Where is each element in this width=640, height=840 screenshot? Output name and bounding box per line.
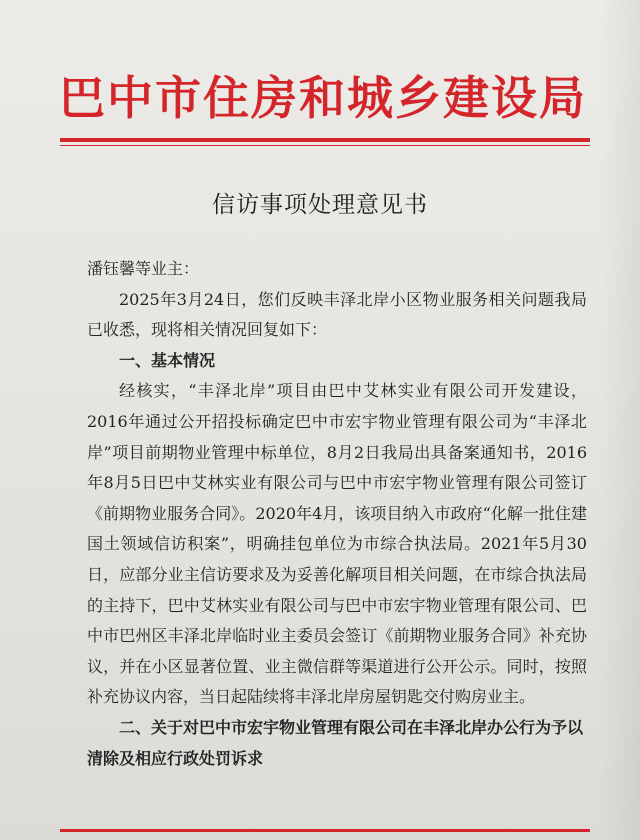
section-heading-1: 一、基本情况	[119, 350, 216, 370]
document-body	[87, 254, 587, 774]
paragraph-basic-info: 经核实，“丰泽北岸”项目由巴中艾林实业有限公司开发建设，2016年通过公开招投标确定巴中市宏宇物业管理有限公司为“丰泽北岸”项目前期物业管理中标单位，8月2日我局出具备案通知书，2016年8月5日巴中艾林实业有限公司与巴中市宏宇物业管理有限公司签订《前期物业服务合同》。2020年4月，该项目纳入市政府“化解一批住建国土领域信访积案”，明确挂包单位为市综合执法局。2021年5月30日，应部分业主信访要求及为妥善化解项目相关问题，在市综合执法局的主持下，巴中艾林实业有限公司与巴中市宏宇物业管理有限公司、巴中市巴州区丰泽北岸临时业主委员会签订《前期物业服务合同》补充协议，并在小区显著位置、业主微信群等渠道进行公开公示。同时，按照补充协议内容，当日起陆续将丰泽北岸房屋钥匙交付购房业主。	[87, 381, 587, 707]
bottom-rule	[60, 829, 590, 832]
letterhead-rule-thin	[60, 145, 590, 146]
letterhead-rule-thick	[60, 138, 590, 142]
salutation: 潘钰馨等业主：	[87, 259, 200, 278]
page-shadow	[600, 0, 640, 840]
section-heading-2: 二、关于对巴中市宏宇物业管理有限公司在丰泽北岸办公行为予以清除及相应行政处罚诉求	[87, 717, 584, 768]
paragraph-intro: 2025年3月24日，您们反映丰泽北岸小区物业服务相关问题我局已收悉，现将相关情况回复如下：	[87, 289, 587, 340]
letterhead-title: 巴中市住房和城乡建设局	[59, 71, 587, 125]
document-title: 信访事项处理意见书	[212, 192, 428, 218]
